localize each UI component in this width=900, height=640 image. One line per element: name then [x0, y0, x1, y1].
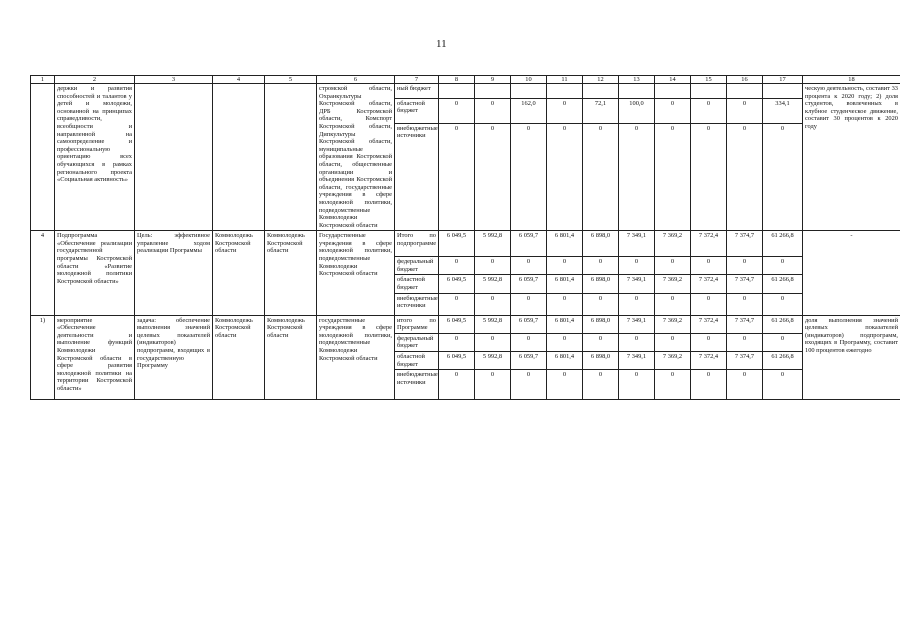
indicator-cell: -	[803, 231, 900, 315]
amount-cell: 0	[583, 293, 619, 315]
name-cell: мероприятие «Обеспечение деятельности и выполнение функций Коммолодежи Костромской области в сфере развития молодежной политики на территории Костромской области»	[55, 315, 135, 400]
customer-cell	[213, 84, 265, 231]
executors-cell: стромской области, Охранкультуры Костромской области, ДРБ Костромской области, Комспорт Костромской области, Дипкультуры Костромской области, муниципальные образования Костромской области, общественные организации и объединения Костромской области, государственные учреждения в сфере молодежной политики, подведомственные Коммолодежи Костромской области	[317, 84, 395, 231]
program-table	[30, 75, 900, 400]
amount-cell: 0	[439, 370, 475, 400]
amount-cell: 100,0	[619, 98, 655, 123]
amount-cell: 0	[475, 98, 511, 123]
amount-cell: 7 349,1	[619, 231, 655, 257]
amount-cell: 0	[583, 257, 619, 275]
amount-cell: 6 801,4	[547, 231, 583, 257]
funding-source-cell: ный бюджет	[395, 84, 439, 99]
executors-cell: государственные учреждения в сфере молодежной политики, подведомственные Коммолодежи Костромской области	[317, 315, 395, 400]
amount-cell: 0	[763, 257, 803, 275]
amount-cell: 7 372,4	[691, 315, 727, 333]
amount-cell: 0	[439, 333, 475, 351]
table-row	[31, 231, 900, 257]
amount-cell: 6 049,5	[439, 231, 475, 257]
amount-cell: 0	[727, 98, 763, 123]
amount-cell: 7 372,4	[691, 231, 727, 257]
amount-cell: 5 992,8	[475, 352, 511, 370]
amount-cell: 162,0	[511, 98, 547, 123]
col-header: 15	[691, 76, 727, 84]
amount-cell: 0	[475, 293, 511, 315]
amount-cell: 7 349,1	[619, 315, 655, 333]
amount-cell: 0	[691, 123, 727, 231]
amount-cell: 7 374,7	[727, 315, 763, 333]
table-row	[31, 315, 900, 333]
col-header: 1	[31, 76, 55, 84]
amount-cell: 0	[583, 333, 619, 351]
amount-cell: 5 992,8	[475, 315, 511, 333]
amount-cell: 0	[475, 370, 511, 400]
amount-cell: 61 266,8	[763, 275, 803, 293]
amount-cell	[691, 84, 727, 99]
row-number-cell	[31, 84, 55, 231]
amount-cell: 0	[439, 257, 475, 275]
amount-cell: 6 898,0	[583, 275, 619, 293]
funding-source-cell: внебюджетные источники	[395, 370, 439, 400]
amount-cell: 6 049,5	[439, 352, 475, 370]
amount-cell: 0	[691, 333, 727, 351]
amount-cell: 0	[511, 293, 547, 315]
amount-cell: 0	[691, 98, 727, 123]
amount-cell: 0	[691, 370, 727, 400]
amount-cell	[727, 84, 763, 99]
col-header: 12	[583, 76, 619, 84]
funding-source-cell: федеральный бюджет	[395, 257, 439, 275]
amount-cell: 0	[583, 370, 619, 400]
amount-cell: 0	[439, 293, 475, 315]
amount-cell: 0	[619, 257, 655, 275]
funding-source-cell: Итого по подпрограмме	[395, 231, 439, 257]
amount-cell: 6 059,7	[511, 231, 547, 257]
coordinator-cell	[265, 84, 317, 231]
name-cell: Подпрограмма «Обеспечение реализации государственной программы Костромской области «Развитие молодежной политики Костромской области»	[55, 231, 135, 315]
row-number-cell: 1)	[31, 315, 55, 400]
amount-cell: 0	[619, 123, 655, 231]
funding-source-cell: федеральный бюджет	[395, 333, 439, 351]
col-header: 7	[395, 76, 439, 84]
amount-cell: 0	[547, 257, 583, 275]
col-header: 14	[655, 76, 691, 84]
amount-cell: 7 374,7	[727, 231, 763, 257]
col-header: 6	[317, 76, 395, 84]
coordinator-cell: Коммолодежь Костромской области	[265, 315, 317, 400]
col-header: 17	[763, 76, 803, 84]
amount-cell: 0	[691, 293, 727, 315]
funding-source-cell: областной бюджет	[395, 352, 439, 370]
table-body	[31, 84, 900, 400]
customer-cell: Коммолодежь Костромской области	[213, 315, 265, 400]
goal-cell: задача: обеспечение выполнения значений целевых показателей (индикаторов) подпрограмм, входящих в государственную Программу	[135, 315, 213, 400]
page-number: 11	[436, 38, 447, 50]
goal-cell: Цель: эффективное управление ходом реализации Программы	[135, 231, 213, 315]
amount-cell	[475, 84, 511, 99]
amount-cell: 6 898,0	[583, 352, 619, 370]
amount-cell	[439, 84, 475, 99]
amount-cell	[583, 84, 619, 99]
executors-cell: Государственные учреждения в сфере молодежной политики, подведомственные Коммолодежи Костромской области	[317, 231, 395, 315]
amount-cell: 0	[475, 257, 511, 275]
col-header: 3	[135, 76, 213, 84]
col-header: 5	[265, 76, 317, 84]
amount-cell: 6 898,0	[583, 231, 619, 257]
amount-cell: 0	[763, 293, 803, 315]
amount-cell: 0	[619, 293, 655, 315]
amount-cell: 0	[727, 370, 763, 400]
amount-cell	[547, 84, 583, 99]
col-header: 4	[213, 76, 265, 84]
amount-cell: 61 266,8	[763, 352, 803, 370]
amount-cell: 6 049,5	[439, 315, 475, 333]
amount-cell: 0	[619, 333, 655, 351]
col-header: 13	[619, 76, 655, 84]
amount-cell: 5 992,8	[475, 231, 511, 257]
col-header: 11	[547, 76, 583, 84]
amount-cell: 0	[547, 293, 583, 315]
amount-cell	[619, 84, 655, 99]
amount-cell: 0	[439, 123, 475, 231]
amount-cell: 6 898,0	[583, 315, 619, 333]
amount-cell: 72,1	[583, 98, 619, 123]
amount-cell: 7 369,2	[655, 275, 691, 293]
amount-cell: 0	[655, 333, 691, 351]
amount-cell: 0	[727, 333, 763, 351]
amount-cell	[511, 84, 547, 99]
amount-cell: 0	[511, 333, 547, 351]
amount-cell: 6 059,7	[511, 275, 547, 293]
indicator-cell: доля выполнения значений целевых показателей (индикаторов) подпрограмм, входящих в Программу, составит 100 процентов ежегодно	[803, 315, 900, 400]
amount-cell	[763, 84, 803, 99]
row-number-cell: 4	[31, 231, 55, 315]
amount-cell: 0	[547, 370, 583, 400]
amount-cell: 6 801,4	[547, 275, 583, 293]
amount-cell: 7 369,2	[655, 315, 691, 333]
amount-cell: 0	[547, 98, 583, 123]
amount-cell: 7 374,7	[727, 352, 763, 370]
amount-cell: 7 374,7	[727, 275, 763, 293]
amount-cell: 0	[475, 333, 511, 351]
amount-cell: 334,1	[763, 98, 803, 123]
amount-cell: 0	[511, 257, 547, 275]
funding-source-cell: внебюджетные источники	[395, 123, 439, 231]
amount-cell: 6 801,4	[547, 352, 583, 370]
amount-cell: 0	[511, 370, 547, 400]
col-header: 16	[727, 76, 763, 84]
amount-cell: 0	[655, 123, 691, 231]
amount-cell: 6 059,7	[511, 352, 547, 370]
amount-cell: 6 801,4	[547, 315, 583, 333]
amount-cell: 61 266,8	[763, 315, 803, 333]
amount-cell: 7 372,4	[691, 352, 727, 370]
amount-cell: 0	[727, 257, 763, 275]
funding-source-cell: областной бюджет	[395, 98, 439, 123]
funding-source-cell: итого по Программе	[395, 315, 439, 333]
amount-cell: 0	[655, 293, 691, 315]
amount-cell: 0	[439, 98, 475, 123]
amount-cell: 0	[583, 123, 619, 231]
customer-cell: Коммолодежь Костромской области	[213, 231, 265, 315]
amount-cell: 0	[511, 123, 547, 231]
col-header: 8	[439, 76, 475, 84]
column-number-row	[31, 76, 900, 84]
amount-cell: 6 049,5	[439, 275, 475, 293]
funding-source-cell: областной бюджет	[395, 275, 439, 293]
amount-cell: 0	[763, 370, 803, 400]
goal-cell	[135, 84, 213, 231]
col-header: 18	[803, 76, 900, 84]
amount-cell: 0	[763, 333, 803, 351]
amount-cell: 7 372,4	[691, 275, 727, 293]
indicator-cell: ческую деятельность, составит 33 процента к 2020 году; 2) доля студентов, вовлеченных в клубное студенческое движение, составит 30 процентов к 2020 году	[803, 84, 900, 231]
amount-cell: 6 059,7	[511, 315, 547, 333]
amount-cell: 7 369,2	[655, 231, 691, 257]
amount-cell: 0	[547, 333, 583, 351]
name-cell: держки и развития способностей и талантов у детей и молодежи, основанной на принципах справедливости, всеобщности и направленной на самоопределение и профессиональную ориентацию всех обучающихся в рамках регионального проекта «Социальная активность»	[55, 84, 135, 231]
amount-cell: 0	[655, 98, 691, 123]
amount-cell: 0	[475, 123, 511, 231]
amount-cell: 0	[727, 123, 763, 231]
amount-cell: 0	[727, 293, 763, 315]
amount-cell: 0	[655, 257, 691, 275]
amount-cell: 0	[691, 257, 727, 275]
amount-cell	[655, 84, 691, 99]
col-header: 9	[475, 76, 511, 84]
col-header: 10	[511, 76, 547, 84]
amount-cell: 0	[619, 370, 655, 400]
amount-cell: 7 349,1	[619, 352, 655, 370]
coordinator-cell: Коммолодежь Костромской области	[265, 231, 317, 315]
amount-cell: 0	[655, 370, 691, 400]
col-header: 2	[55, 76, 135, 84]
table-row	[31, 84, 900, 99]
amount-cell: 0	[763, 123, 803, 231]
amount-cell: 5 992,8	[475, 275, 511, 293]
amount-cell: 7 349,1	[619, 275, 655, 293]
funding-source-cell: внебюджетные источники	[395, 293, 439, 315]
amount-cell: 0	[547, 123, 583, 231]
amount-cell: 61 266,8	[763, 231, 803, 257]
amount-cell: 7 369,2	[655, 352, 691, 370]
